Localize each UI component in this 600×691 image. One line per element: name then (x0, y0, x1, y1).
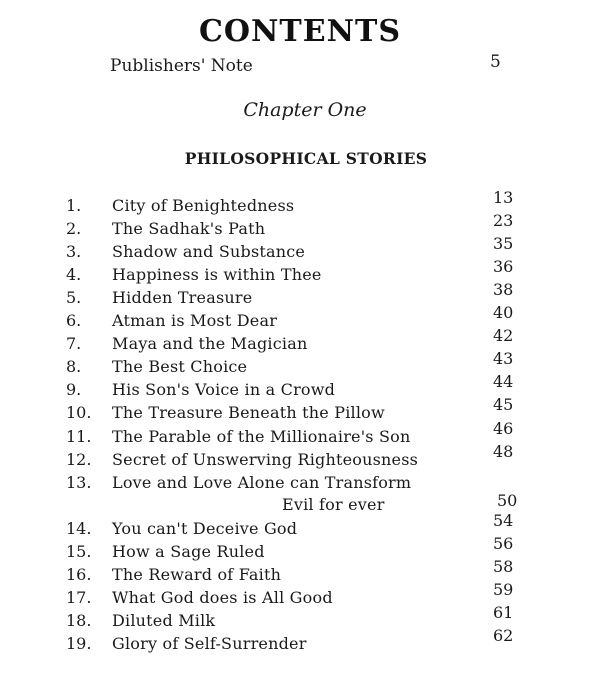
entry-number: 1. (66, 196, 82, 215)
section-heading: PHILOSOPHICAL STORIES (184, 149, 428, 168)
entry-page: 13 (493, 188, 514, 207)
entry-number: 5. (66, 288, 82, 307)
entry-page: 61 (493, 603, 514, 622)
entry-number: 17. (66, 588, 92, 607)
entry-number: 16. (66, 565, 92, 584)
entry-page: 58 (493, 557, 514, 576)
entry-title: Happiness is within Thee (112, 265, 322, 284)
entry-page: 40 (493, 303, 514, 322)
entry-number: 10. (66, 403, 92, 422)
entry-number: 7. (66, 334, 82, 353)
entry-page: 48 (493, 442, 514, 461)
entry-title: You can't Deceive God (112, 519, 298, 538)
entry-page: 43 (493, 349, 514, 368)
entry-page: 23 (493, 211, 514, 230)
entry-page: 59 (493, 580, 514, 599)
entry-page: 62 (493, 626, 514, 645)
entry-title: The Sadhak's Path (112, 219, 266, 238)
entry-number: 6. (66, 311, 82, 330)
entry-title: Atman is Most Dear (112, 311, 278, 330)
chapter-heading: Chapter One (243, 99, 367, 121)
entry-number: 15. (66, 542, 92, 561)
entry-number: 4. (66, 265, 82, 284)
entry-title: The Best Choice (112, 357, 248, 376)
toc-entry (0, 626, 600, 657)
entry-title: Glory of Self-Surrender (112, 634, 307, 653)
entry-title: Secret of Unswerving Righteousness (112, 450, 419, 469)
entry-page: 45 (493, 395, 514, 414)
entry-number: 18. (66, 611, 92, 630)
entry-page: 36 (493, 257, 514, 276)
entry-title: The Reward of Faith (112, 565, 282, 584)
entry-title: Shadow and Substance (112, 242, 306, 261)
entry-number: 12. (66, 450, 92, 469)
entry-page: 50 (497, 491, 518, 510)
entry-number: 2. (66, 219, 82, 238)
entry-number: 8. (66, 357, 82, 376)
entry-number: 14. (66, 519, 92, 538)
entry-title: What God does is All Good (112, 588, 333, 607)
entry-title: The Treasure Beneath the Pillow (112, 403, 385, 422)
entry-title: Hidden Treasure (112, 288, 253, 307)
entry-number: 13. (66, 473, 92, 492)
entry-page: 42 (493, 326, 514, 345)
entry-title: His Son's Voice in a Crowd (112, 380, 336, 399)
entry-title: The Parable of the Millionaire's Son (112, 427, 411, 446)
entry-title: Diluted Milk (112, 611, 216, 630)
page-title: CONTENTS (198, 14, 402, 49)
entry-page: 56 (493, 534, 514, 553)
entry-number: 3. (66, 242, 82, 261)
publishers-note-page: 5 (490, 52, 501, 72)
entry-page: 38 (493, 280, 514, 299)
publishers-note-label: Publishers' Note (110, 56, 253, 76)
entry-number: 19. (66, 634, 92, 653)
entry-page: 46 (493, 419, 514, 438)
entry-number: 9. (66, 380, 82, 399)
entry-page: 44 (493, 372, 514, 391)
entry-number: 11. (66, 427, 92, 446)
entry-page: 54 (493, 511, 514, 530)
entry-page: 35 (493, 234, 514, 253)
entry-title: How a Sage Ruled (112, 542, 265, 561)
entry-title: City of Benightedness (112, 196, 295, 215)
entry-title: Love and Love Alone can Transform (112, 473, 412, 492)
entry-title-continued: Evil for ever (282, 495, 385, 514)
toc-entry (0, 442, 600, 473)
entry-title: Maya and the Magician (112, 334, 308, 353)
